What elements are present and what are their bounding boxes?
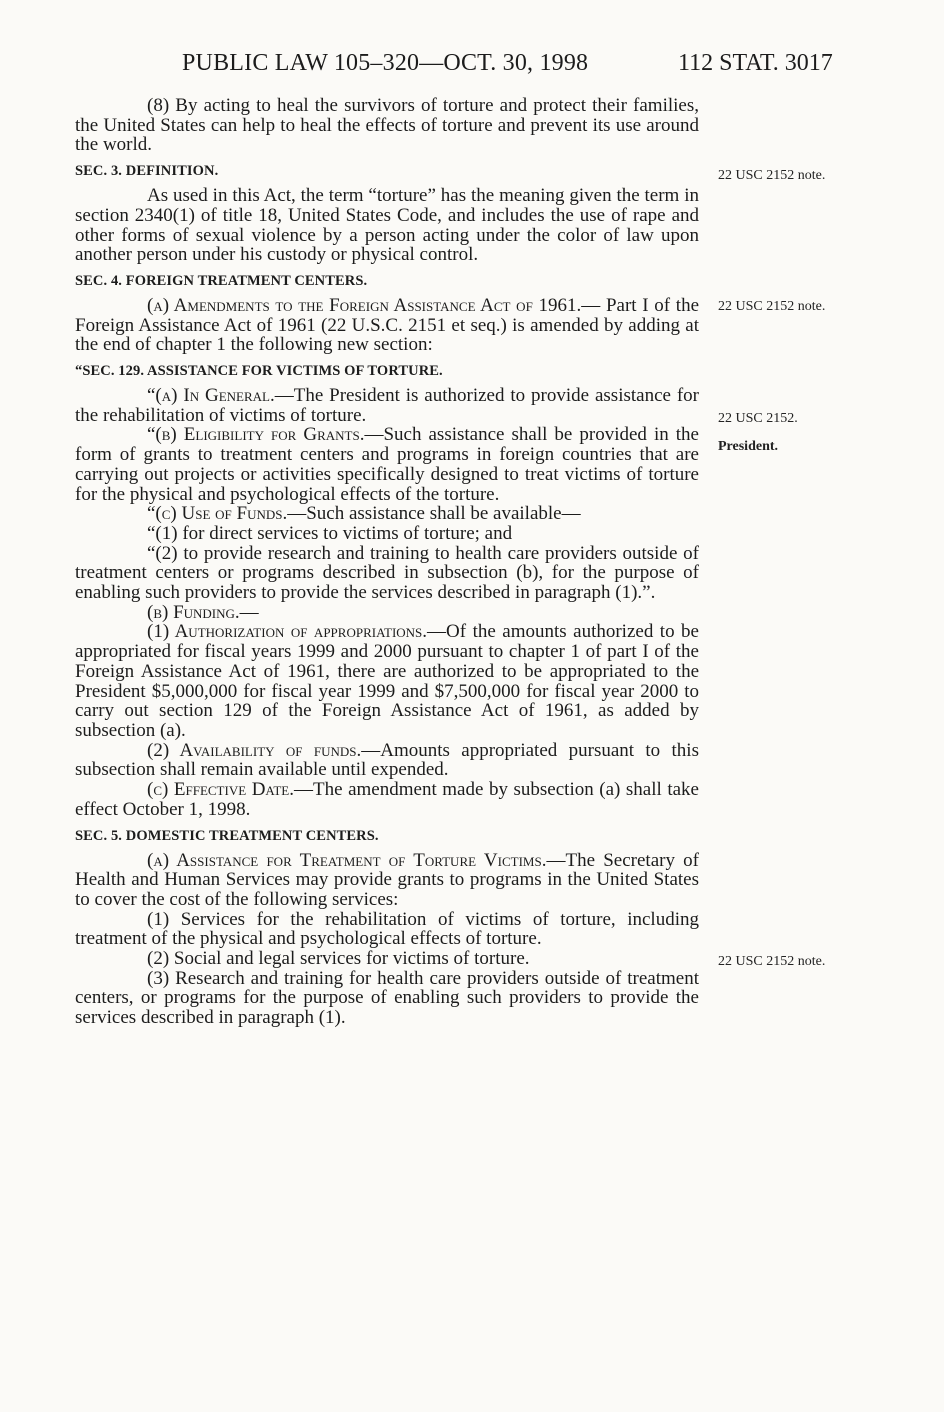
subsection-b-1-text: Of the amounts authorized to be appropriated for fiscal years 1999 and 2000 pursuant to chapter 1 of part I of the Foreign Assistance Act of 1961, there are authorized to be appropriated to the President $5,000,000 for fiscal year 1999 and $7,500,000 for fiscal year 2000 to carry out section 129 of the Foreign Assistance Act of 1961, as added by subsection (a). bbox=[75, 621, 699, 741]
sec129-b-caption: “(b) Eligibility for Grants.— bbox=[147, 424, 384, 446]
section-5-heading: SEC. 5. DOMESTIC TREATMENT CENTERS. bbox=[75, 827, 379, 844]
margin-note-sec129: 22 USC 2152. bbox=[718, 411, 798, 426]
subsection-b-1 bbox=[75, 622, 699, 740]
section-5-a-paragraph bbox=[75, 851, 699, 910]
section-5-a-text: The Secretary of Health and Human Services may provide grants to programs in the United States to cover the cost of the following services: bbox=[75, 849, 699, 910]
section-5-item-2: (2) Social and legal services for victims of torture. bbox=[147, 948, 530, 970]
subsection-b-2-caption: (2) Availability of funds.— bbox=[147, 739, 381, 761]
finding-paragraph-8: (8) By acting to heal the survivors of torture and protect their families, the United States can help to heal the effects of torture and prevent its use around the world. bbox=[75, 95, 699, 156]
margin-note-sec3: 22 USC 2152 note. bbox=[718, 168, 826, 183]
subsection-c-text: The amendment made by subsection (a) shall take effect October 1, 1998. bbox=[75, 779, 699, 820]
margin-note-sec5: 22 USC 2152 note. bbox=[718, 954, 826, 969]
body-text bbox=[75, 96, 699, 1028]
section-129-heading: “SEC. 129. ASSISTANCE FOR VICTIMS OF TORTURE. bbox=[75, 363, 443, 380]
section-4-heading: SEC. 4. FOREIGN TREATMENT CENTERS. bbox=[75, 272, 368, 289]
sec129-a-text: The President is authorized to provide assistance for the rehabilitation of victims of torture. bbox=[75, 385, 699, 426]
sec129-c-2: “(2) to provide research and training to health care providers outside of treatment centers or programs described in subsection (b), for the purpose of enabling such providers to provide the services described in paragraph (1).”. bbox=[75, 542, 699, 604]
section-4-a-text: Part I of the Foreign Assistance Act of 1961 (22 U.S.C. 2151 et seq.) is amended by adding at the end of chapter 1 the following new section: bbox=[75, 294, 699, 356]
subsection-b-caption-text: (b) Funding.— bbox=[147, 601, 259, 623]
sec129-c-text: Such assistance shall be available— bbox=[306, 503, 581, 525]
margin-note-president: President. bbox=[718, 439, 779, 454]
subsection-b-2 bbox=[75, 741, 699, 780]
section-4-a-paragraph bbox=[75, 296, 699, 355]
subsection-b-2-text: Amounts appropriated pursuant to this subsection shall remain available until expended. bbox=[75, 739, 699, 781]
section-3-heading: SEC. 3. DEFINITION. bbox=[75, 163, 219, 180]
subsection-c-caption: (c) Effective Date.— bbox=[147, 779, 313, 801]
margin-note-sec4: 22 USC 2152 note. bbox=[718, 299, 826, 314]
subsection-c bbox=[75, 780, 699, 819]
sec129-a-caption: “(a) In General.— bbox=[147, 385, 294, 407]
sec129-c-1: “(1) for direct services to victims of torture; and bbox=[147, 522, 513, 544]
subsection-b-caption bbox=[75, 603, 699, 623]
section-5-a-caption: (a) Assistance for Treatment of Torture Victims.— bbox=[147, 849, 566, 871]
sec129-c-paragraph bbox=[75, 504, 699, 524]
running-header-title: PUBLIC LAW 105–320—OCT. 30, 1998 bbox=[182, 50, 589, 76]
section-5-item-1: (1) Services for the rehabilitation of victims of torture, including treatment of the physical and psychological effects of torture. bbox=[75, 908, 699, 950]
sec129-b-paragraph bbox=[75, 425, 699, 504]
section-4-a-caption: (a) Amendments to the Foreign Assistance Act of 1961.— bbox=[147, 294, 601, 316]
section-3-text: As used in this Act, the term “torture” has the meaning given the term in section 2340(1) of title 18, United States Code, and includes the use of rape and other forms of sexual violence by a person acting under the color of law upon another person under his custody or physical control. bbox=[75, 185, 699, 266]
sec129-c-caption: “(c) Use of Funds.— bbox=[147, 503, 307, 525]
subsection-b-1-caption: (1) Authorization of appropriations.— bbox=[147, 621, 447, 643]
section-5-item-3: (3) Research and training for health care providers outside of treatment centers, or programs for the purpose of enabling such providers to provide the services described in paragraph (1). bbox=[75, 967, 699, 1029]
sec129-a-paragraph bbox=[75, 386, 699, 425]
sec129-b-text: Such assistance shall be provided in the form of grants to treatment centers and programs in foreign countries that are carrying out projects or activities specifically designed to treat victims of torture for the physical and psychological effects of the torture. bbox=[75, 424, 699, 505]
page-citation: 112 STAT. 3017 bbox=[678, 50, 833, 76]
